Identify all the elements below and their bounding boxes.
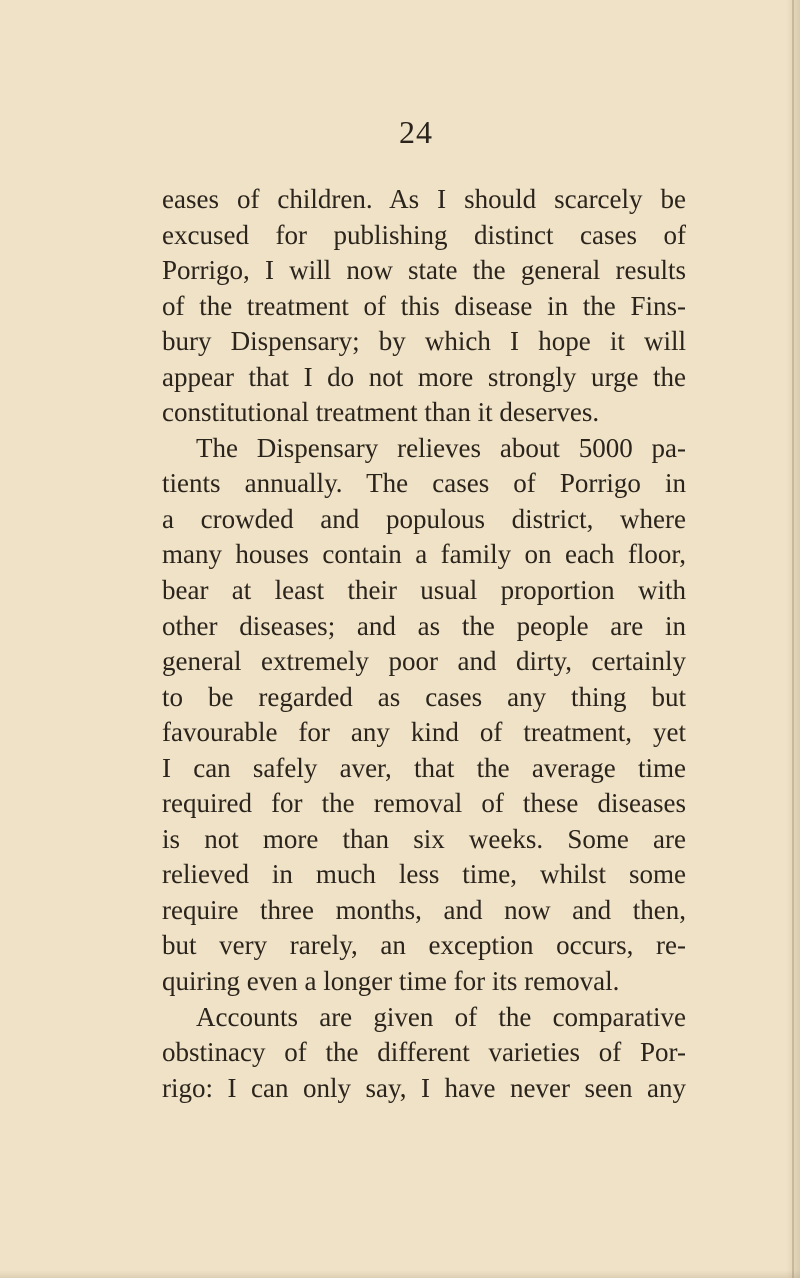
text-line: appear that I do not more strongly urge the: [162, 361, 686, 392]
text-line: excused for publishing distinct cases of: [162, 219, 686, 250]
text-line: constitutional treatment than it deserves.: [162, 397, 600, 428]
text-line: Porrigo, I will now state the general results: [162, 255, 686, 286]
page-edge-line: [792, 0, 794, 1278]
text-line: other diseases; and as the people are in: [162, 610, 686, 641]
text-line: bear at least their usual proportion with: [162, 575, 686, 606]
text-line: of the treatment of this disease in the Fins-: [162, 290, 686, 321]
text-line: to be regarded as cases any thing but: [162, 681, 686, 712]
text-line: The Dispensary relieves about 5000 pa-: [196, 432, 686, 463]
text-line: is not more than six weeks. Some are: [162, 823, 686, 854]
page-number: 24: [399, 114, 433, 150]
body-text: [162, 182, 686, 1106]
text-line: eases of children. As I should scarcely be: [162, 184, 686, 214]
text-line: required for the removal of these diseases: [162, 788, 686, 819]
text-line: obstinacy of the different varieties of Por-: [162, 1037, 686, 1068]
text-line: require three months, and now and then,: [162, 894, 686, 925]
text-line: bury Dispensary; by which I hope it will: [162, 326, 686, 357]
text-line: Accounts are given of the comparative: [196, 1001, 686, 1032]
page-bottom-shadow: [0, 1270, 800, 1278]
text-line: tients annually. The cases of Porrigo in: [162, 468, 686, 499]
text-line: general extremely poor and dirty, certainly: [162, 646, 686, 677]
text-line: a crowded and populous district, where: [162, 503, 686, 534]
text-line: but very rarely, an exception occurs, re-: [162, 930, 686, 961]
text-line: rigo: I can only say, I have never seen any: [162, 1072, 686, 1103]
text-line: relieved in much less time, whilst some: [162, 859, 686, 890]
text-line: I can safely aver, that the average time: [162, 752, 686, 783]
text-line: favourable for any kind of treatment, yet: [162, 717, 686, 748]
text-line: quiring even a longer time for its removal.: [162, 966, 620, 997]
text-line: many houses contain a family on each floor,: [162, 539, 686, 570]
